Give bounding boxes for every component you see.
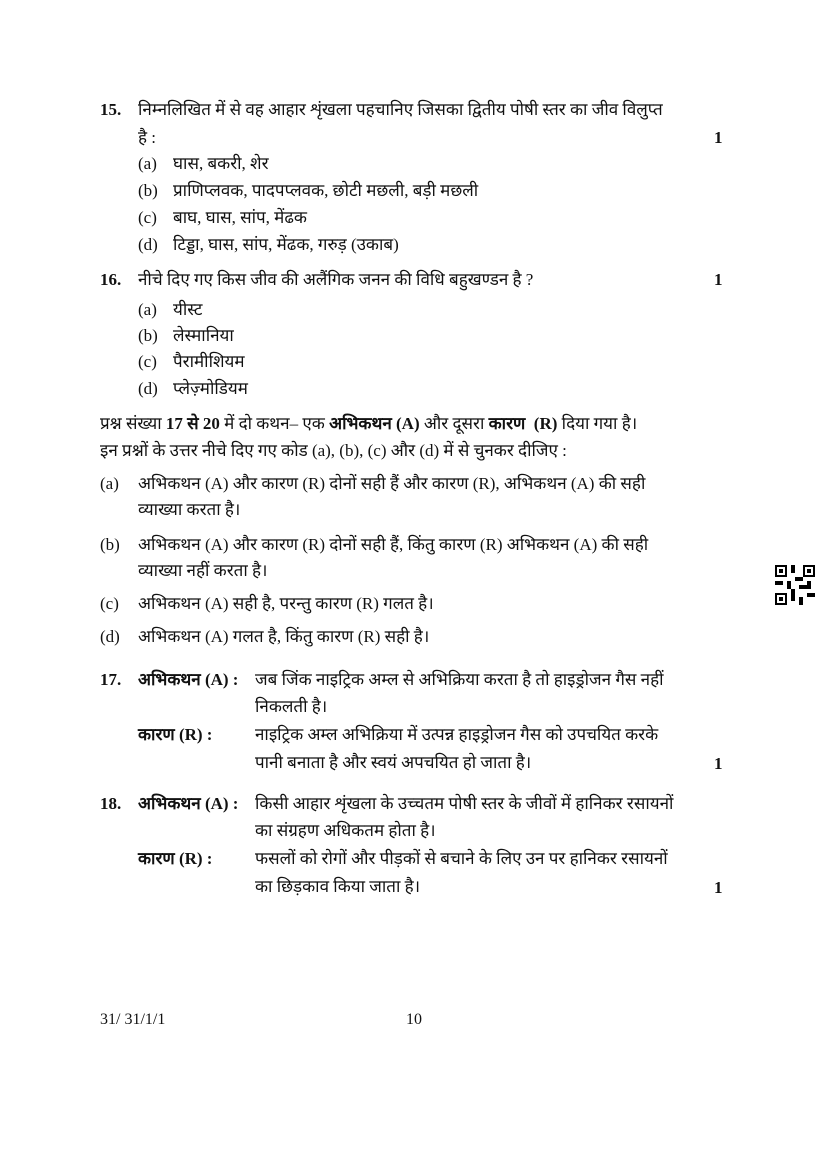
text: और दूसरा (419, 414, 489, 433)
option-text: पैरामीशियम (173, 352, 245, 371)
text: प्रश्न संख्या (100, 414, 166, 433)
question-number: 18. (100, 794, 122, 813)
option-label: (c) (138, 352, 157, 371)
text: अभिकथन (A) (329, 414, 420, 433)
code-text: अभिकथन (A) और कारण (R) दोनों सही हैं, किंतु कारण (R) अभिकथन (A) की सही (138, 535, 649, 554)
text: दिया गया है। (557, 414, 638, 433)
question-number: 17. (100, 670, 122, 689)
option-text: टिड्डा, घास, सांप, मेंढक, गरुड़ (उकाब) (173, 235, 399, 254)
assertion-label: अभिकथन (A) : (138, 670, 239, 689)
option-text: घास, बकरी, शेर (173, 154, 269, 173)
code-text: व्याख्या करता है। (138, 500, 241, 519)
question-text: है : (138, 128, 157, 147)
reason-text: नाइट्रिक अम्ल अभिक्रिया में उत्पन्न हाइड्रोजन गैस को उपचयित करके (255, 725, 659, 744)
option-label: (b) (138, 326, 158, 345)
marks: 1 (714, 270, 723, 289)
marks: 1 (714, 878, 723, 897)
reason-text: फसलों को रोगों और पीड़कों से बचाने के लिए उन पर हानिकर रसायनों (255, 849, 668, 868)
option-text: प्लेज़्मोडियम (173, 379, 248, 398)
assertion-label: अभिकथन (A) : (138, 794, 239, 813)
option-text: बाघ, घास, सांप, मेंढक (173, 208, 307, 227)
question-text: निम्नलिखित में से वह आहार शृंखला पहचानिए जिसका द्वितीय पोषी स्तर का जीव विलुप्त (138, 100, 663, 119)
code-text: अभिकथन (A) गलत है, किंतु कारण (R) सही है। (138, 627, 430, 646)
option-text: लेस्मानिया (173, 326, 234, 345)
code-label: (b) (100, 535, 120, 554)
assertion-text: निकलती है। (255, 697, 328, 716)
code-label: (d) (100, 627, 120, 646)
question-number: 15. (100, 100, 122, 119)
code-text: अभिकथन (A) और कारण (R) दोनों सही हैं और कारण (R), अभिकथन (A) की सही (138, 474, 646, 493)
instruction-line: इन प्रश्नों के उत्तर नीचे दिए गए कोड (a), (b), (c) और (d) में से चुनकर दीजिए : (100, 441, 567, 460)
qr-code-icon (775, 565, 815, 605)
code-text: व्याख्या नहीं करता है। (138, 561, 268, 580)
text: 17 से 20 (165, 414, 220, 433)
option-text: प्राणिप्लवक, पादपप्लवक, छोटी मछली, बड़ी मछली (173, 181, 479, 200)
instruction-line (100, 412, 637, 436)
option-label: (d) (138, 379, 158, 398)
paper-code: 31/ 31/1/1 (100, 1011, 166, 1028)
option-label: (d) (138, 235, 158, 254)
reason-label: कारण (R) : (138, 849, 213, 868)
code-label: (c) (100, 594, 119, 613)
text: में दो कथन– एक (219, 414, 330, 433)
marks: 1 (714, 754, 723, 773)
option-label: (b) (138, 181, 158, 200)
assertion-text: जब जिंक नाइट्रिक अम्ल से अभिक्रिया करता है तो हाइड्रोजन गैस नहीं (255, 670, 664, 689)
marks: 1 (714, 128, 723, 147)
code-text: अभिकथन (A) सही है, परन्तु कारण (R) गलत है। (138, 594, 434, 613)
option-text: यीस्ट (173, 300, 203, 319)
assertion-text: का संग्रहण अधिकतम होता है। (255, 821, 436, 840)
option-label: (a) (138, 300, 157, 319)
text: कारण (R) (488, 414, 558, 433)
code-label: (a) (100, 474, 119, 493)
page-number: 10 (406, 1011, 422, 1028)
reason-text: का छिड़काव किया जाता है। (255, 877, 421, 896)
assertion-text: किसी आहार शृंखला के उच्चतम पोषी स्तर के जीवों में हानिकर रसायनों (255, 794, 674, 813)
question-number: 16. (100, 270, 122, 289)
option-label: (a) (138, 154, 157, 173)
reason-text: पानी बनाता है और स्वयं अपचयित हो जाता है। (255, 753, 532, 772)
reason-label: कारण (R) : (138, 725, 213, 744)
question-text: नीचे दिए गए किस जीव की अलैंगिक जनन की विधि बहुखण्डन है ? (138, 270, 534, 289)
option-label: (c) (138, 208, 157, 227)
